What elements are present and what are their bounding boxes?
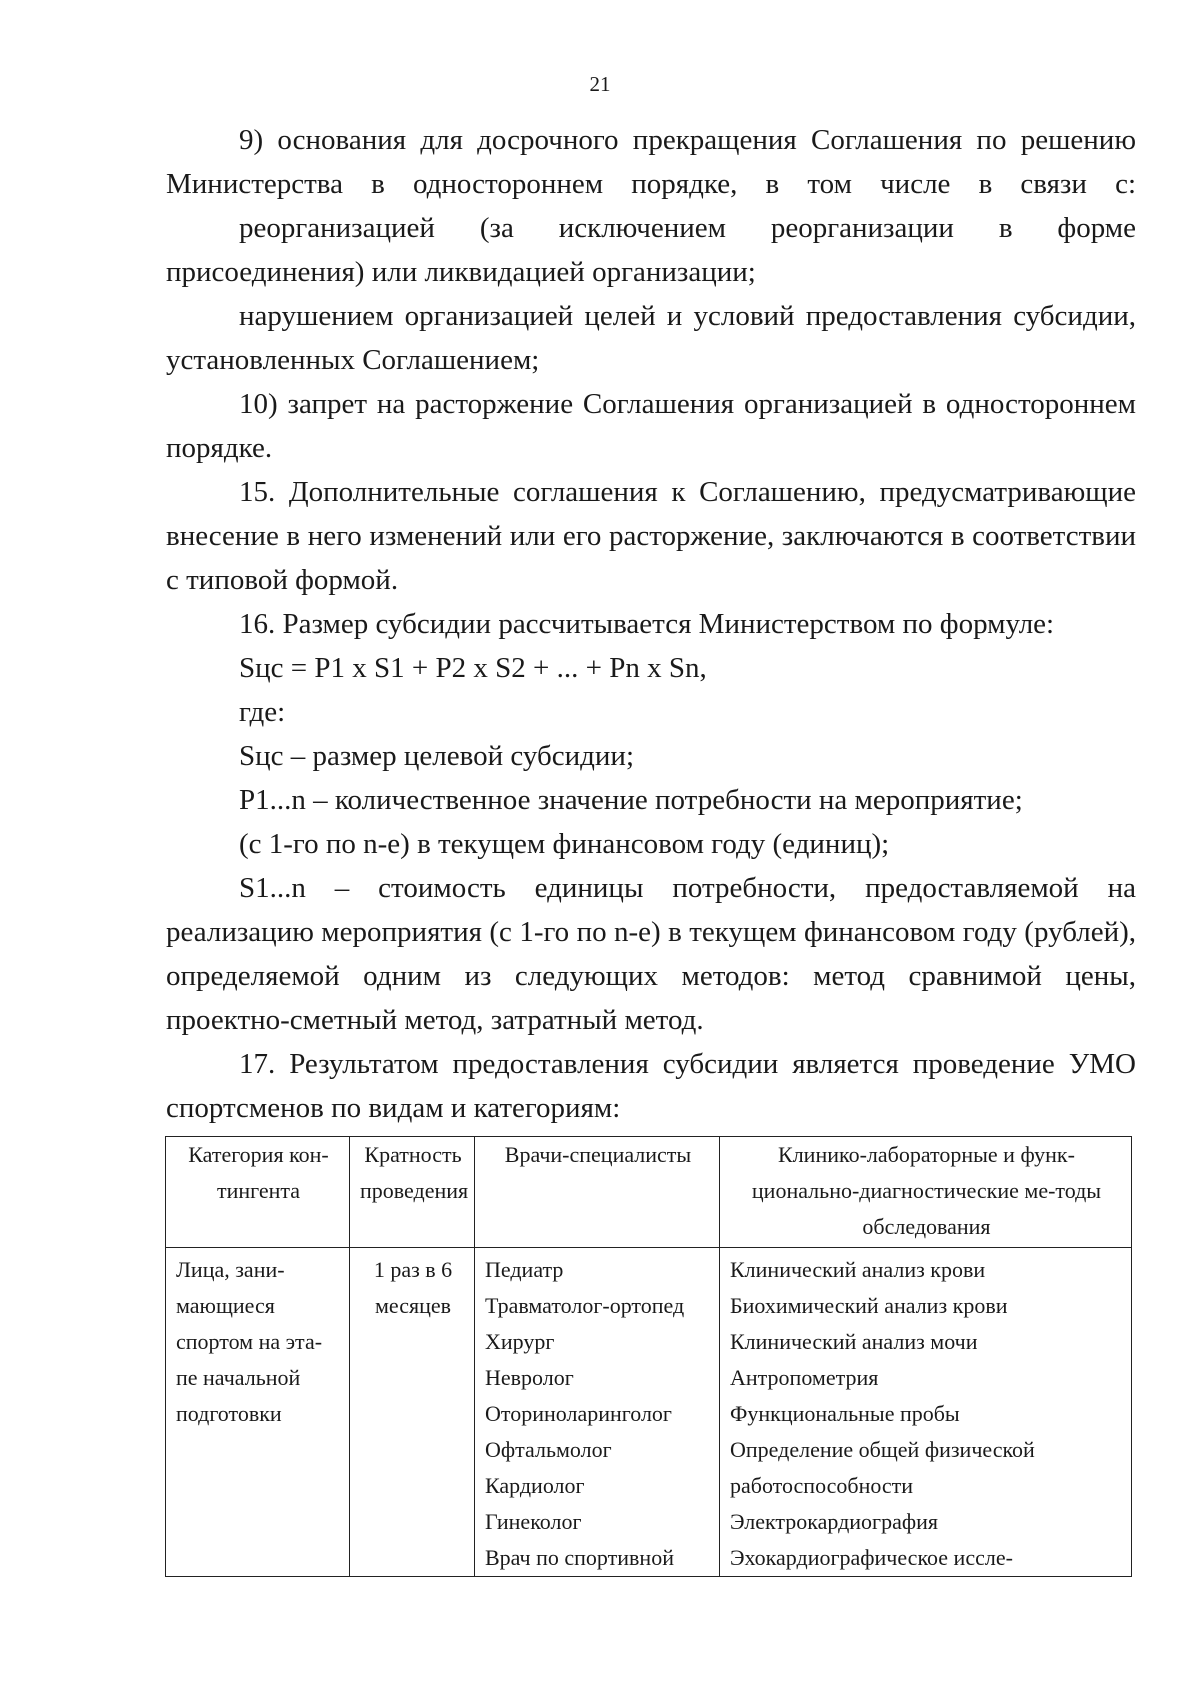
header-methods: Клинико-лабораторные и функ-ционально-диагностические ме-тоды обследования [720,1137,1132,1248]
method-item: Определение общей физической работоспособности [730,1437,1035,1498]
doctor-item: Невролог [485,1365,574,1390]
paragraph-9-reorganization: реорганизацией (за исключением реорганизации в форме присоединения) или ликвидацией организации; [166,212,1136,288]
umo-table [165,1136,1132,1577]
table-row [166,1248,1132,1577]
header-frequency: Кратность проведения [350,1137,475,1248]
paragraph-16: 16. Размер субсидии рассчитывается Министерством по формуле: [239,608,1055,640]
paragraph-17: 17. Результатом предоставления субсидии является проведение УМО спортсменов по видам и категориям: [166,1048,1136,1124]
doctor-item: Врач по спортивной [485,1545,674,1570]
definition-p-continued: (с 1-го по n-е) в текущем финансовом году (единиц); [239,828,890,860]
method-item: Биохимический анализ крови [730,1293,1008,1318]
doctor-item: Кардиолог [485,1473,585,1498]
formula: Sцс = P1 x S1 + P2 x S2 + ... + Pn x Sn, [239,652,707,684]
method-item: Клинический анализ крови [730,1257,986,1282]
cell-doctors [475,1248,720,1577]
definition-s: Sцс – размер целевой субсидии; [239,740,635,772]
table-header-row [166,1137,1132,1248]
method-item: Функциональные пробы [730,1401,960,1426]
doctor-item: Офтальмолог [485,1437,612,1462]
header-category: Категория кон-тингента [166,1137,350,1248]
method-item: Клинический анализ мочи [730,1329,978,1354]
doctor-item: Педиатр [485,1257,564,1282]
cell-frequency: 1 раз в 6 месяцев [350,1248,475,1577]
document-body [166,118,1136,1130]
paragraph-9: 9) основания для досрочного прекращения Соглашения по решению Министерства в одностороннем порядке, в том числе в связи с: [166,124,1136,200]
doctor-item: Гинеколог [485,1509,582,1534]
paragraph-10: 10) запрет на расторжение Соглашения организацией в одностороннем порядке. [166,388,1136,464]
paragraph-15: 15. Дополнительные соглашения к Соглашению, предусматривающие внесение в него изменений или его расторжение, заключаются в соответствии с типовой формой. [166,476,1136,596]
method-item: Антропометрия [730,1365,879,1390]
method-item: Электрокардиография [730,1509,938,1534]
cell-category: Лица, зани-мающиеся спортом на эта-пе начальной подготовки [166,1248,350,1577]
doctor-item: Хирург [485,1329,555,1354]
paragraph-9-violation: нарушением организацией целей и условий предоставления субсидии, установленных Соглашением; [166,300,1136,376]
where-label: где: [239,696,286,728]
header-doctors: Врачи-специалисты [475,1137,720,1248]
doctor-item: Оториноларинголог [485,1401,672,1426]
cell-methods [720,1248,1132,1577]
method-item: Эхокардиографическое иссле- [730,1545,1013,1570]
doctor-item: Травматолог-ортопед [485,1293,685,1318]
definition-s1n: S1...n – стоимость единицы потребности, предоставляемой на реализацию мероприятия (с 1-го по n-е) в текущем финансовом году (рублей), определяемой одним из следующих методов: метод сравнимой цены, проектно-сметный метод, затратный метод. [166,872,1136,1036]
page-number: 21 [589,72,611,96]
definition-p: P1...n – количественное значение потребности на мероприятие; [239,784,1023,816]
